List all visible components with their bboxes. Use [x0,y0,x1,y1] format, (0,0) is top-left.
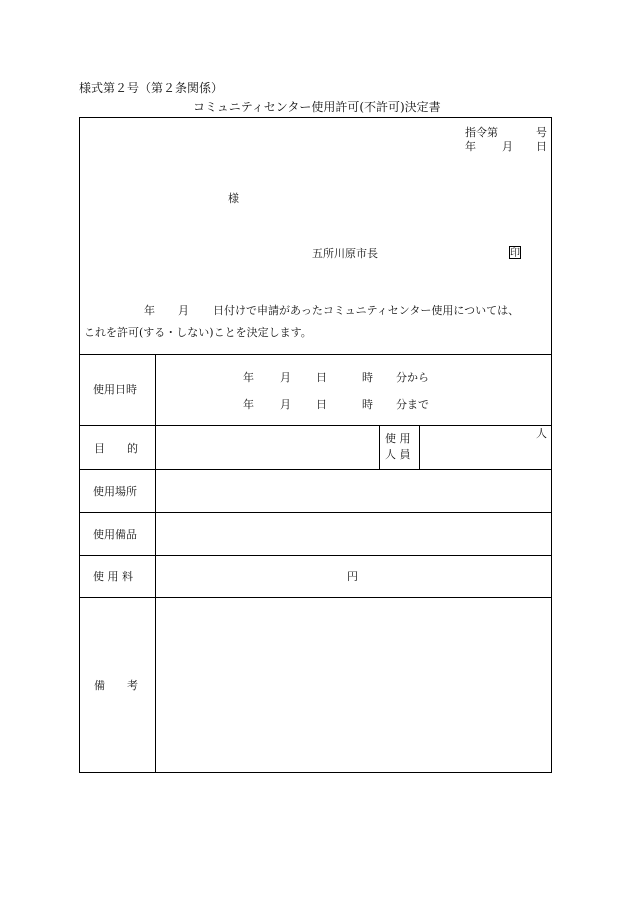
rule-place-bottom [79,512,552,513]
fee-label: 使 用 料 [93,570,133,583]
place-label: 使用場所 [93,485,137,498]
body-line2: これを許可(する・しない)ことを決定します。 [84,326,312,339]
from-year: 年 [243,371,254,384]
seal-box: 印 [510,248,520,259]
form-frame [79,117,552,773]
purpose-label: 目 的 [94,442,138,455]
number-suffix: 号 [536,126,547,139]
fee-unit: 円 [347,570,358,583]
from-month: 月 [280,371,291,384]
rule-label-column [155,354,156,773]
rule-fee-bottom [79,597,552,598]
to-minute: 分まで [396,398,429,411]
body-line1: 日付けで申請があったコミュニティセンター使用については、 [213,304,520,317]
from-minute: 分から [396,371,429,384]
to-month: 月 [280,398,291,411]
rule-equipment-bottom [79,555,552,556]
addressee-suffix: 様 [228,192,239,205]
remarks-label: 備 考 [94,679,138,692]
rule-table-top [79,354,552,355]
body-month: 月 [178,304,189,317]
header-day: 日 [536,140,547,153]
people-unit: 人 [536,427,547,440]
usage-datetime-label: 使用日時 [93,383,137,396]
to-day: 日 [316,398,327,411]
rule-datetime-bottom [79,425,552,426]
rule-people-right [419,425,420,469]
to-year: 年 [243,398,254,411]
equipment-label: 使用備品 [93,528,137,541]
people-label-bottom: 人 員 [385,448,411,461]
rule-people-left [379,425,380,469]
from-day: 日 [316,371,327,384]
people-label-top: 使 用 [385,432,411,445]
to-hour: 時 [362,398,373,411]
body-year: 年 [144,304,155,317]
from-hour: 時 [362,371,373,384]
form-number: 様式第２号（第２条関係） [79,81,224,95]
number-prefix: 指令第 [465,126,498,139]
document-title: コミュニティセンター使用許可(不許可)決定書 [193,100,441,114]
header-year: 年 [465,140,476,153]
header-month: 月 [502,140,513,153]
rule-purpose-bottom [79,469,552,470]
issuer-name: 五所川原市長 [312,247,378,260]
